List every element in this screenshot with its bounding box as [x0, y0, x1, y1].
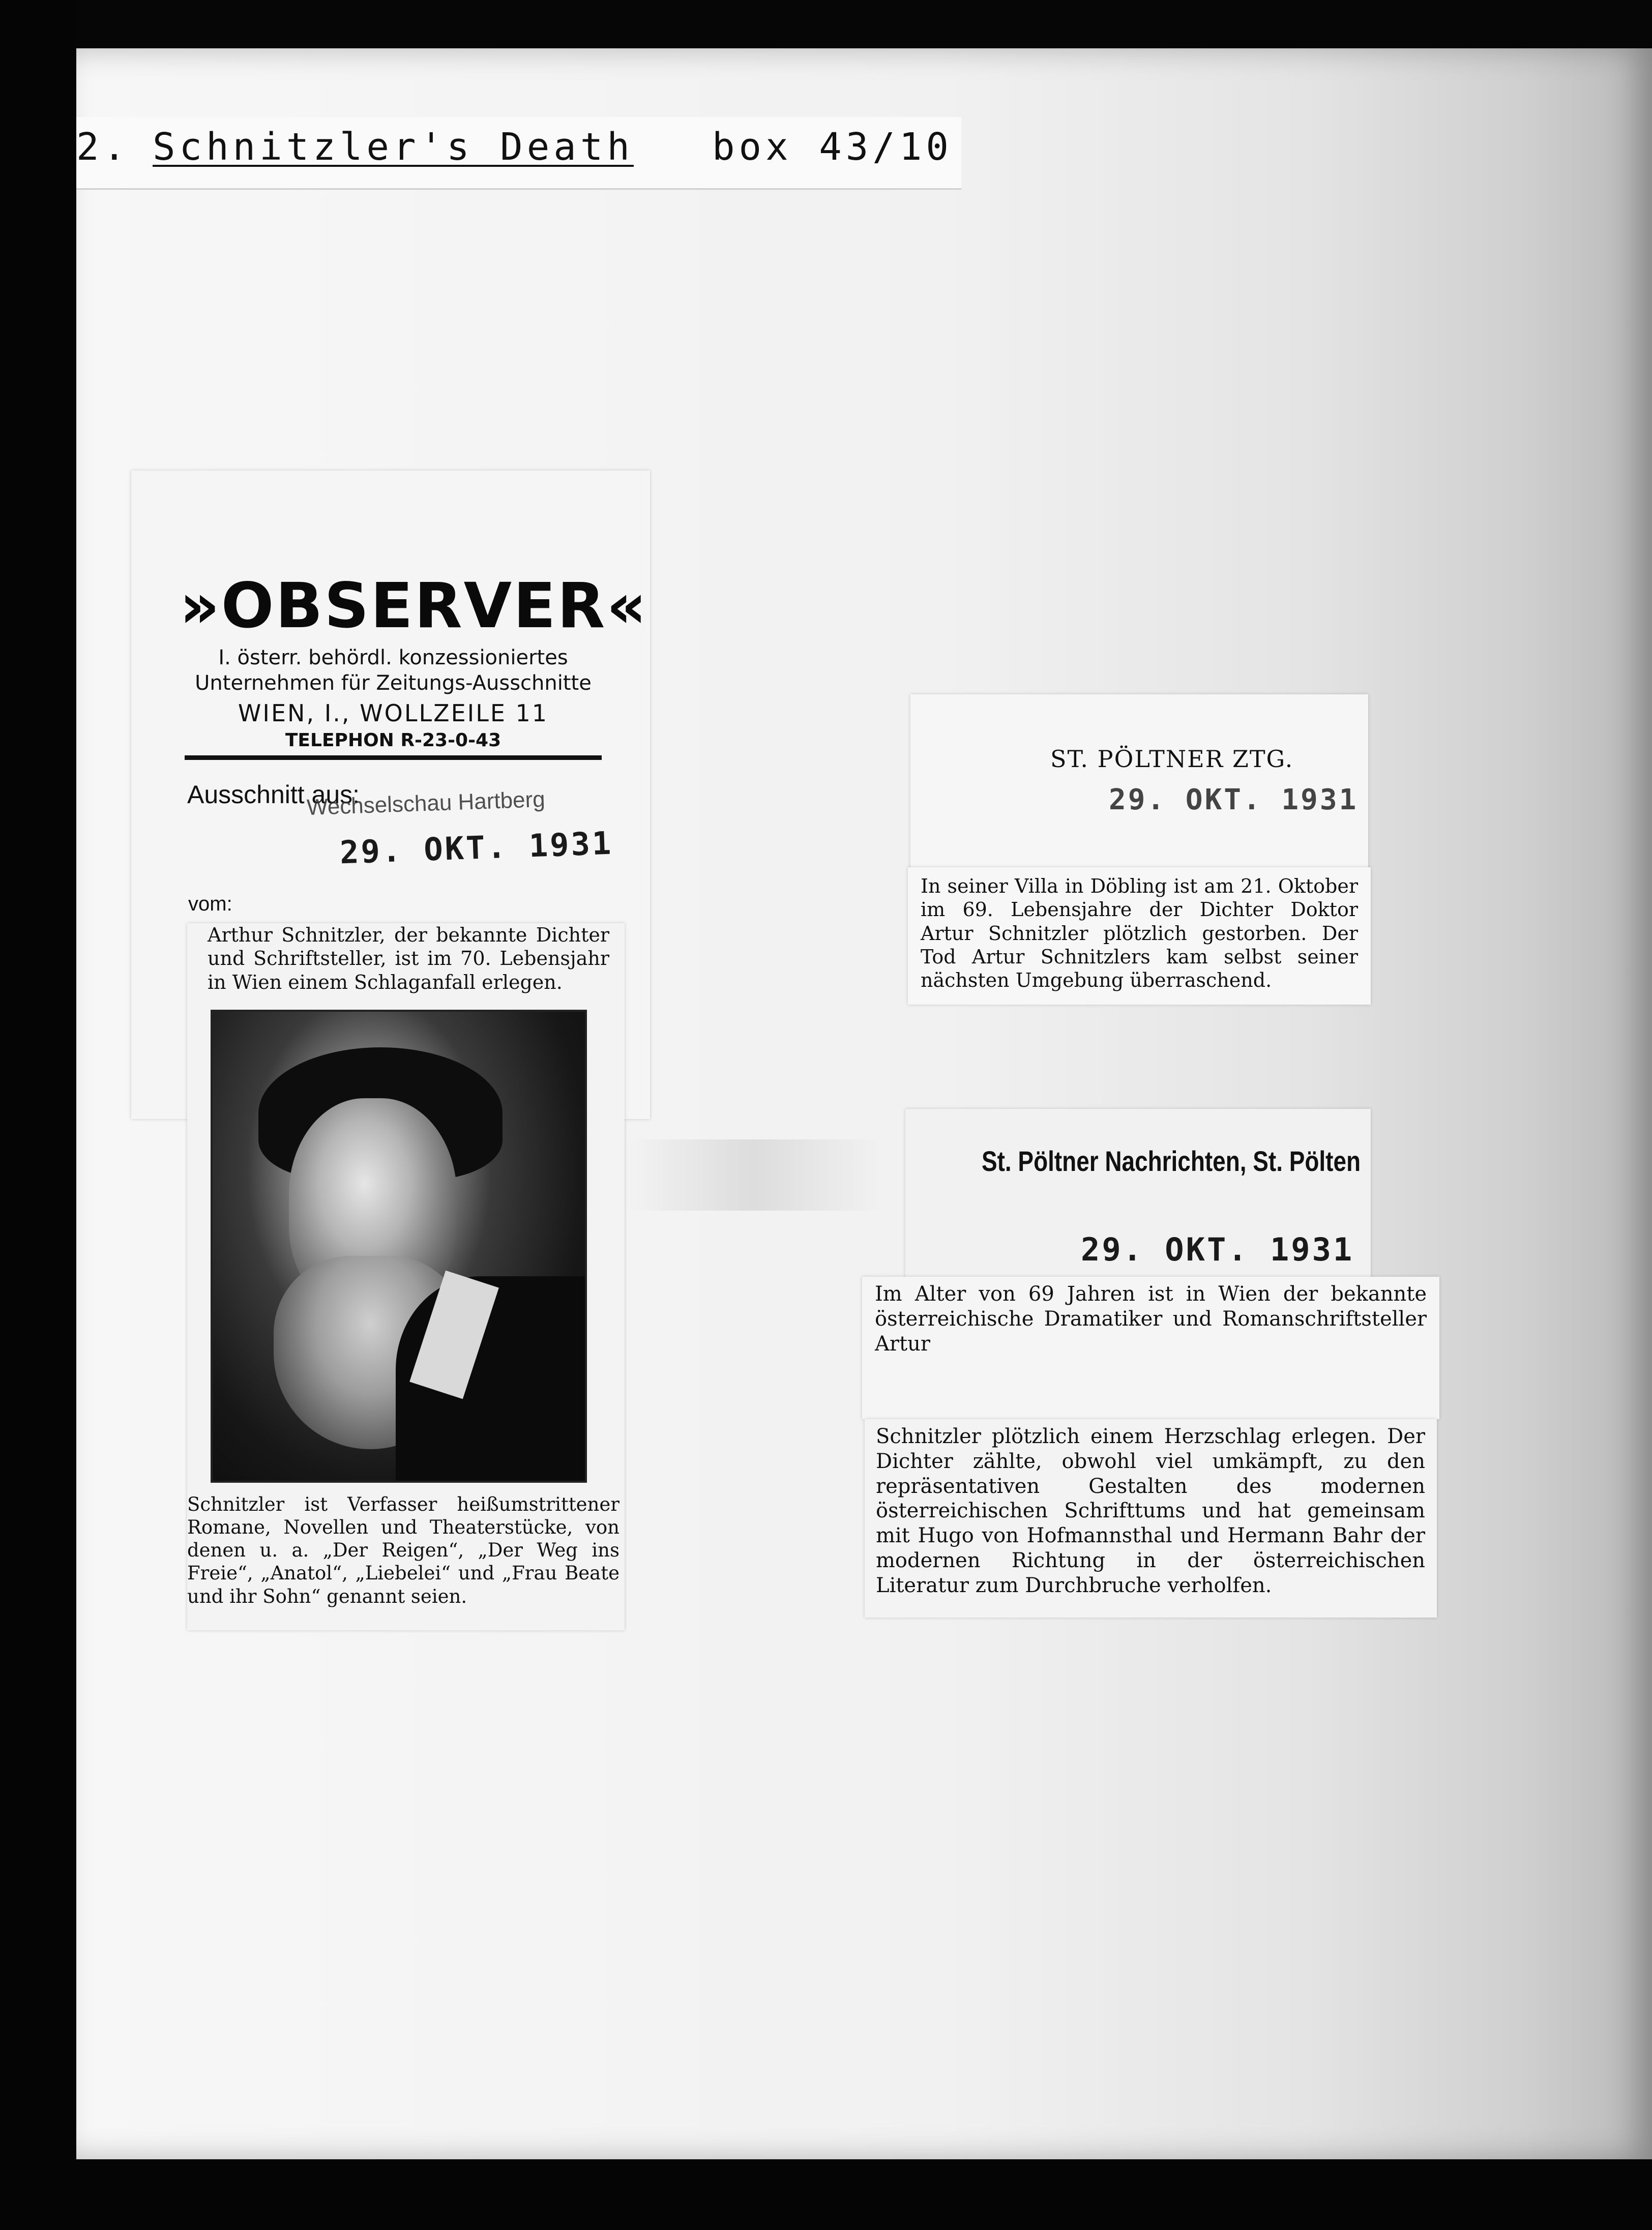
poeltner-zeitung-text: In seiner Villa in Döbling ist am 21. Oktober im 69. Lebensjahre der Dichter Doktor Artur Schnitzler plötzlich gestorben. Der Tod Artur Schnitzlers kam selbst seiner nächsten Umgebung überraschend.: [921, 875, 1358, 992]
observer-line-2: Unternehmen für Zeitungs-Ausschnitte: [195, 671, 592, 695]
poeltner-nachrichten-header: [905, 1109, 1371, 1284]
article-wechselschau: [187, 923, 625, 1630]
header-number: 2.: [76, 125, 130, 169]
observer-telephone: TELEPHON R-23-0-43: [285, 730, 501, 751]
scan-border-bottom: [0, 2159, 1652, 2230]
portrait-photo: [211, 1010, 587, 1483]
header-label: [76, 117, 961, 190]
observer-logo: »OBSERVER«: [180, 570, 648, 642]
poeltner-nachrichten-date: 29. OKT. 1931: [1081, 1231, 1354, 1268]
poeltner-nachrichten-article-part2: [865, 1419, 1437, 1618]
observer-address: WIEN, I., WOLLZEILE 11: [238, 699, 549, 727]
poeltner-nachrichten-text-2: Schnitzler plötzlich einem Herzschlag erlegen. Der Dichter zählte, obwohl viel umkämpft, zu den repräsentativen Gestalten des modernen österreichischen Schrifttums und hat gemeinsam mit Hugo von Hofmannsthal und Hermann Bahr der modernen Richtung in der österreichischen Literatur zum Durchbruche verholfen.: [876, 1425, 1425, 1597]
observer-vom-label: vom:: [188, 893, 232, 915]
header-box: box 43/10: [712, 125, 953, 169]
article-wechselschau-lead: Arthur Schnitzler, der bekannte Dichter und Schriftsteller, ist im 70. Lebensjahr in Wien einem Schlaganfall erlegen.: [208, 924, 609, 993]
observer-rule: [185, 755, 602, 760]
article-wechselschau-caption: Schnitzler ist Verfasser heißumstrittener Romane, Novellen und Theaterstücke, von denen u. a. „Der Reigen“, „Der Weg ins Freie“, „Anatol“, „Liebelei“ und „Frau Beate und ihr Sohn“ genannt seien.: [187, 1493, 620, 1607]
observer-source-stamp: Wechselschau Hartberg: [306, 786, 546, 820]
paper-smudge: [626, 1139, 880, 1211]
poeltner-nachrichten-title: St. Pöltner Nachrichten, St. Pölten: [982, 1145, 1361, 1177]
observer-date-stamp: 29. OKT. 1931: [339, 824, 614, 871]
observer-cut-label: Ausschnitt aus:: [187, 780, 360, 809]
poeltner-zeitung-article: [908, 867, 1371, 1005]
scan-border-left: [0, 0, 76, 2230]
observer-line-1: I. österr. behördl. konzessioniertes: [218, 646, 568, 669]
poeltner-zeitung-header: [910, 694, 1368, 877]
header-title: Schnitzler's Death: [153, 125, 634, 169]
poeltner-nachrichten-text-1: Im Alter von 69 Jahren ist in Wien der bekannte österreichische Dramatiker und Romanschriftsteller Artur: [875, 1282, 1427, 1356]
poeltner-nachrichten-article-part1: [862, 1277, 1439, 1419]
poeltner-zeitung-date: 29. OKT. 1931: [1109, 783, 1359, 816]
poeltner-zeitung-title: ST. PÖLTNER ZTG.: [1050, 745, 1294, 773]
